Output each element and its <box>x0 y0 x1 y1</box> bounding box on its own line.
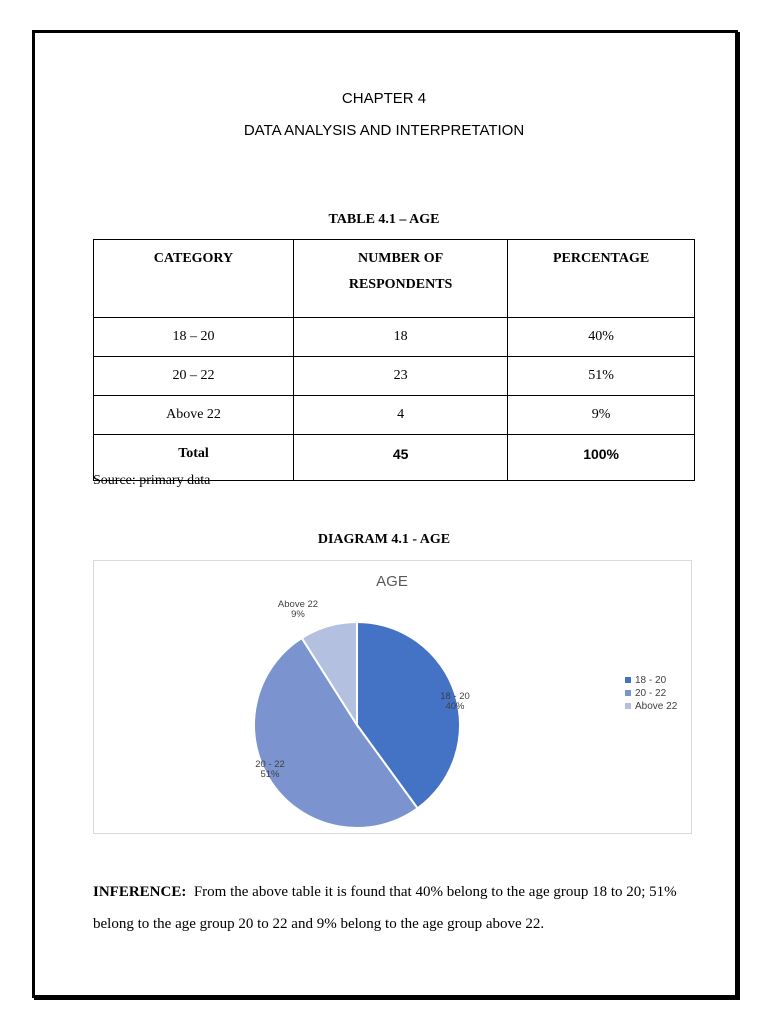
legend-swatch <box>625 690 631 696</box>
table-header-row <box>94 240 695 318</box>
table-row <box>94 318 695 357</box>
diagram-caption: DIAGRAM 4.1 - AGE <box>317 532 451 547</box>
age-table <box>93 239 695 481</box>
cell-percent: 40% <box>508 318 695 357</box>
cell-category: Above 22 <box>94 396 294 435</box>
total-count: 45 <box>293 435 507 481</box>
legend-swatch <box>625 677 631 683</box>
pie-chart <box>94 561 691 833</box>
header-category: CATEGORY <box>94 240 294 318</box>
cell-category: 20 – 22 <box>94 357 294 396</box>
legend-item: Above 22 <box>635 701 678 712</box>
slice-label-percent: 9% <box>291 609 305 620</box>
table-caption: TABLE 4.1 – AGE <box>328 212 440 227</box>
total-percent: 100% <box>508 435 695 481</box>
slice-label-category: 18 - 20 <box>440 691 470 702</box>
chart-area <box>93 560 692 834</box>
slice-label-category: 20 - 22 <box>255 759 285 770</box>
inference-paragraph <box>93 876 693 940</box>
table-row <box>94 396 695 435</box>
header-respondents <box>293 240 507 318</box>
chart-title: AGE <box>376 573 408 590</box>
legend-swatch <box>625 703 631 709</box>
source-note: Source: primary data <box>93 473 211 488</box>
cell-count: 4 <box>293 396 507 435</box>
header-number-of: NUMBER OF <box>358 251 444 266</box>
slice-label-percent: 40% <box>445 701 465 712</box>
slice-label-category: Above 22 <box>277 599 319 610</box>
legend-item: 18 - 20 <box>635 675 667 686</box>
cell-count: 18 <box>293 318 507 357</box>
cell-category: 18 – 20 <box>94 318 294 357</box>
cell-percent: 9% <box>508 396 695 435</box>
header-percentage: PERCENTAGE <box>508 240 695 318</box>
legend-item: 20 - 22 <box>635 688 667 699</box>
inference-text: From the above table it is found that 40% belong to the age group 18 to 20; 51% belong to the age group 20 to 22 and 9% belong to the age group above 22. <box>93 884 677 932</box>
slice-label-percent: 51% <box>260 769 280 780</box>
table-row <box>94 357 695 396</box>
chapter-title: CHAPTER 4 <box>341 90 427 107</box>
cell-percent: 51% <box>508 357 695 396</box>
header-respondents-label: RESPONDENTS <box>348 277 453 292</box>
page-border <box>32 30 738 998</box>
inference-label: INFERENCE: <box>93 884 187 900</box>
chapter-subtitle: DATA ANALYSIS AND INTERPRETATION <box>243 122 525 139</box>
total-label: Total <box>94 435 294 481</box>
cell-count: 23 <box>293 357 507 396</box>
